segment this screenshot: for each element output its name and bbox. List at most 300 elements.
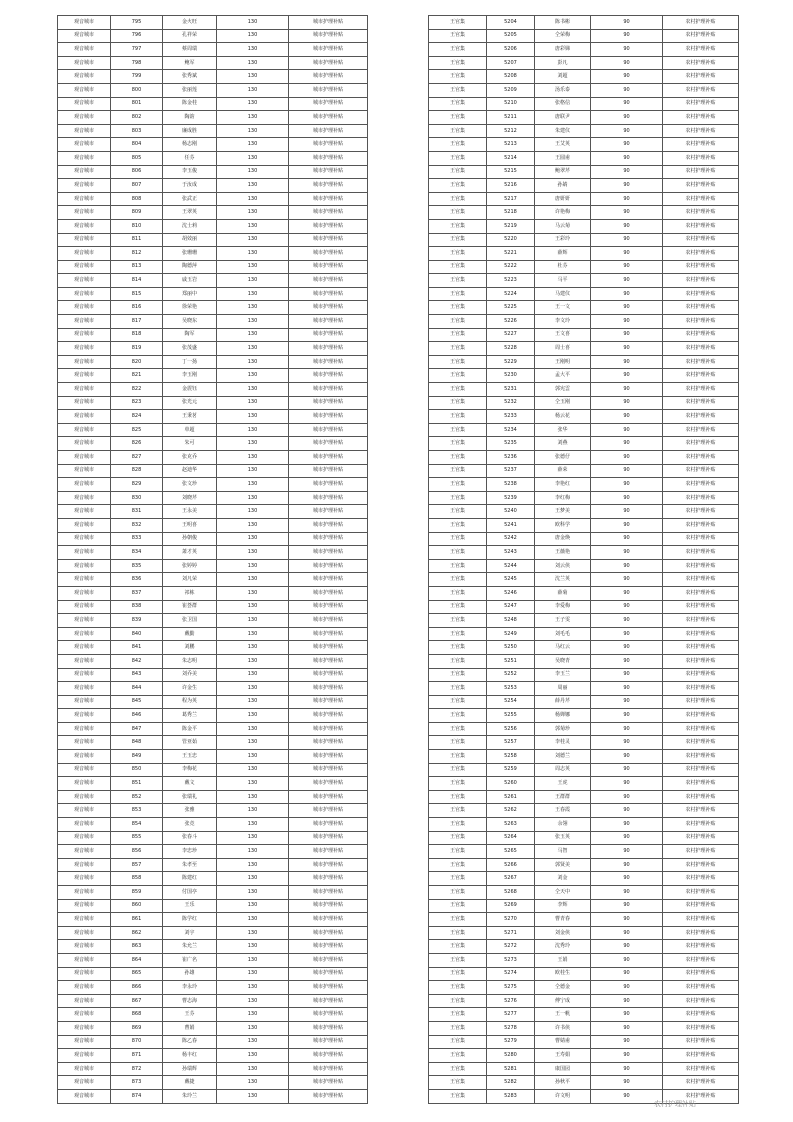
amount-cell: 130 <box>217 736 289 750</box>
name-cell: 王彩玲 <box>535 233 591 247</box>
amount-cell: 130 <box>217 994 289 1008</box>
category-cell: 城市护理补贴 <box>289 192 368 206</box>
serial-cell: 5228 <box>487 342 535 356</box>
district-cell: 王官集 <box>429 858 487 872</box>
serial-cell: 5208 <box>487 70 535 84</box>
category-cell: 农村护理补贴 <box>663 641 739 655</box>
table-row <box>58 940 368 954</box>
name-cell: 欧科学 <box>535 518 591 532</box>
serial-cell: 5244 <box>487 559 535 573</box>
table-row <box>429 722 739 736</box>
serial-cell: 5278 <box>487 1021 535 1035</box>
table-row <box>429 641 739 655</box>
table-row <box>58 396 368 410</box>
serial-cell: 5271 <box>487 926 535 940</box>
category-cell: 农村护理补贴 <box>663 124 739 138</box>
table-row <box>429 654 739 668</box>
serial-cell: 810 <box>111 219 163 233</box>
serial-cell: 5224 <box>487 287 535 301</box>
district-cell: 王官集 <box>429 994 487 1008</box>
amount-cell: 90 <box>591 913 663 927</box>
serial-cell: 847 <box>111 722 163 736</box>
district-cell: 王官集 <box>429 750 487 764</box>
district-cell: 观音城市 <box>58 396 111 410</box>
amount-cell: 130 <box>217 614 289 628</box>
table-row <box>58 464 368 478</box>
district-cell: 观音城市 <box>58 940 111 954</box>
district-cell: 王官集 <box>429 1062 487 1076</box>
serial-cell: 5211 <box>487 111 535 125</box>
category-cell: 城市护理补贴 <box>289 505 368 519</box>
district-cell: 王官集 <box>429 464 487 478</box>
serial-cell: 5238 <box>487 478 535 492</box>
serial-cell: 5273 <box>487 953 535 967</box>
category-cell: 城市护理补贴 <box>289 43 368 57</box>
district-cell: 王官集 <box>429 369 487 383</box>
amount-cell: 90 <box>591 219 663 233</box>
serial-cell: 869 <box>111 1021 163 1035</box>
name-cell: 郭宪雲 <box>535 383 591 397</box>
table-row <box>58 423 368 437</box>
district-cell: 观音城市 <box>58 614 111 628</box>
table-row <box>429 219 739 233</box>
table-row <box>429 600 739 614</box>
amount-cell: 90 <box>591 654 663 668</box>
watermark: 农村护理补贴 <box>654 1100 696 1108</box>
table-row <box>58 750 368 764</box>
name-cell: 王梦美 <box>535 505 591 519</box>
category-cell: 农村护理补贴 <box>663 1076 739 1090</box>
amount-cell: 90 <box>591 559 663 573</box>
table-row <box>429 886 739 900</box>
table-row <box>429 614 739 628</box>
serial-cell: 5233 <box>487 410 535 424</box>
amount-cell: 90 <box>591 179 663 193</box>
category-cell: 农村护理补贴 <box>663 383 739 397</box>
amount-cell: 90 <box>591 287 663 301</box>
table-row <box>58 981 368 995</box>
category-cell: 城市护理补贴 <box>289 287 368 301</box>
amount-cell: 90 <box>591 1021 663 1035</box>
district-cell: 王官集 <box>429 695 487 709</box>
serial-cell: 824 <box>111 410 163 424</box>
category-cell: 农村护理补贴 <box>663 451 739 465</box>
name-cell: 刘德兰 <box>535 750 591 764</box>
name-cell: 仝德金 <box>535 981 591 995</box>
table-row <box>58 695 368 709</box>
serial-cell: 813 <box>111 260 163 274</box>
serial-cell: 865 <box>111 967 163 981</box>
name-cell: 陈书彬 <box>535 16 591 30</box>
serial-cell: 874 <box>111 1089 163 1103</box>
name-cell: 刘云侠 <box>535 559 591 573</box>
category-cell: 农村护理补贴 <box>663 831 739 845</box>
table-row <box>58 818 368 832</box>
table-row <box>429 43 739 57</box>
serial-cell: 5205 <box>487 29 535 43</box>
category-cell: 农村护理补贴 <box>663 709 739 723</box>
amount-cell: 90 <box>591 1076 663 1090</box>
amount-cell: 90 <box>591 165 663 179</box>
category-cell: 农村护理补贴 <box>663 600 739 614</box>
serial-cell: 850 <box>111 763 163 777</box>
category-cell: 城市护理补贴 <box>289 410 368 424</box>
table-row <box>58 1062 368 1076</box>
serial-cell: 864 <box>111 953 163 967</box>
amount-cell: 90 <box>591 437 663 451</box>
category-cell: 农村护理补贴 <box>663 981 739 995</box>
table-row <box>58 790 368 804</box>
district-cell: 王官集 <box>429 423 487 437</box>
name-cell: 陶德萍 <box>163 260 217 274</box>
table-row <box>429 396 739 410</box>
name-cell: 欧桂生 <box>535 967 591 981</box>
serial-cell: 5221 <box>487 247 535 261</box>
category-cell: 城市护理补贴 <box>289 396 368 410</box>
table-row <box>429 790 739 804</box>
category-cell: 农村护理补贴 <box>663 777 739 791</box>
serial-cell: 807 <box>111 179 163 193</box>
serial-cell: 5207 <box>487 56 535 70</box>
table-row <box>58 1021 368 1035</box>
serial-cell: 815 <box>111 287 163 301</box>
amount-cell: 130 <box>217 478 289 492</box>
district-cell: 观音城市 <box>58 437 111 451</box>
amount-cell: 130 <box>217 1008 289 1022</box>
table-row <box>429 83 739 97</box>
serial-cell: 5276 <box>487 994 535 1008</box>
district-cell: 王官集 <box>429 600 487 614</box>
serial-cell: 5277 <box>487 1008 535 1022</box>
category-cell: 城市护理补贴 <box>289 641 368 655</box>
district-cell: 王官集 <box>429 505 487 519</box>
name-cell: 李辉 <box>535 899 591 913</box>
amount-cell: 130 <box>217 274 289 288</box>
name-cell: 彭凡 <box>535 56 591 70</box>
amount-cell: 130 <box>217 953 289 967</box>
category-cell: 农村护理补贴 <box>663 532 739 546</box>
category-cell: 城市护理补贴 <box>289 818 368 832</box>
amount-cell: 90 <box>591 43 663 57</box>
table-row <box>58 478 368 492</box>
district-cell: 观音城市 <box>58 342 111 356</box>
district-cell: 观音城市 <box>58 83 111 97</box>
category-cell: 农村护理补贴 <box>663 967 739 981</box>
district-cell: 观音城市 <box>58 518 111 532</box>
category-cell: 城市护理补贴 <box>289 219 368 233</box>
category-cell: 城市护理补贴 <box>289 804 368 818</box>
district-cell: 观音城市 <box>58 886 111 900</box>
amount-cell: 90 <box>591 260 663 274</box>
serial-cell: 854 <box>111 818 163 832</box>
district-cell: 王官集 <box>429 926 487 940</box>
amount-cell: 130 <box>217 260 289 274</box>
serial-cell: 858 <box>111 872 163 886</box>
serial-cell: 5229 <box>487 355 535 369</box>
name-cell: 杨丰红 <box>163 1049 217 1063</box>
serial-cell: 5274 <box>487 967 535 981</box>
amount-cell: 130 <box>217 777 289 791</box>
amount-cell: 90 <box>591 600 663 614</box>
name-cell: 许艳梅 <box>535 206 591 220</box>
district-cell: 观音城市 <box>58 206 111 220</box>
amount-cell: 130 <box>217 43 289 57</box>
table-row <box>58 124 368 138</box>
name-cell: 张雅 <box>163 804 217 818</box>
district-cell: 王官集 <box>429 627 487 641</box>
amount-cell: 90 <box>591 423 663 437</box>
table-row <box>429 56 739 70</box>
table-row <box>58 165 368 179</box>
serial-cell: 797 <box>111 43 163 57</box>
table-row <box>429 505 739 519</box>
amount-cell: 90 <box>591 790 663 804</box>
amount-cell: 90 <box>591 614 663 628</box>
table-row <box>429 1076 739 1090</box>
category-cell: 城市护理补贴 <box>289 940 368 954</box>
table-row <box>58 899 368 913</box>
name-cell: 王一文 <box>535 301 591 315</box>
category-cell: 城市护理补贴 <box>289 926 368 940</box>
category-cell: 农村护理补贴 <box>663 179 739 193</box>
name-cell: 张华 <box>535 423 591 437</box>
table-row <box>429 233 739 247</box>
amount-cell: 90 <box>591 872 663 886</box>
category-cell: 农村护理补贴 <box>663 573 739 587</box>
amount-cell: 90 <box>591 1008 663 1022</box>
district-cell: 王官集 <box>429 97 487 111</box>
serial-cell: 856 <box>111 845 163 859</box>
amount-cell: 130 <box>217 940 289 954</box>
serial-cell: 5253 <box>487 682 535 696</box>
serial-cell: 826 <box>111 437 163 451</box>
name-cell: 沈士莉 <box>163 219 217 233</box>
serial-cell: 799 <box>111 70 163 84</box>
table-row <box>429 301 739 315</box>
table-row <box>429 967 739 981</box>
amount-cell: 130 <box>217 247 289 261</box>
category-cell: 城市护理补贴 <box>289 342 368 356</box>
table-row <box>58 83 368 97</box>
district-cell: 观音城市 <box>58 451 111 465</box>
name-cell: 刘鹏 <box>163 641 217 655</box>
name-cell: 张丽莲 <box>163 83 217 97</box>
serial-cell: 5227 <box>487 328 535 342</box>
serial-cell: 5215 <box>487 165 535 179</box>
category-cell: 农村护理补贴 <box>663 491 739 505</box>
table-row <box>58 858 368 872</box>
district-cell: 观音城市 <box>58 1021 111 1035</box>
category-cell: 农村护理补贴 <box>663 654 739 668</box>
name-cell: 郭贤美 <box>535 858 591 872</box>
serial-cell: 848 <box>111 736 163 750</box>
name-cell: 吴晓青 <box>535 654 591 668</box>
serial-cell: 852 <box>111 790 163 804</box>
amount-cell: 90 <box>591 899 663 913</box>
category-cell: 城市护理补贴 <box>289 763 368 777</box>
table-row <box>58 151 368 165</box>
category-cell: 城市护理补贴 <box>289 695 368 709</box>
category-cell: 城市护理补贴 <box>289 1062 368 1076</box>
serial-cell: 846 <box>111 709 163 723</box>
table-row <box>429 953 739 967</box>
category-cell: 农村护理补贴 <box>663 138 739 152</box>
name-cell: 丁一扬 <box>163 355 217 369</box>
amount-cell: 90 <box>591 682 663 696</box>
district-cell: 观音城市 <box>58 981 111 995</box>
district-cell: 王官集 <box>429 1076 487 1090</box>
table-row <box>429 750 739 764</box>
district-cell: 王官集 <box>429 641 487 655</box>
category-cell: 城市护理补贴 <box>289 423 368 437</box>
serial-cell: 805 <box>111 151 163 165</box>
name-cell: 张武正 <box>163 192 217 206</box>
amount-cell: 90 <box>591 668 663 682</box>
name-cell: 杜芬 <box>535 260 591 274</box>
district-cell: 观音城市 <box>58 260 111 274</box>
category-cell: 农村护理补贴 <box>663 274 739 288</box>
table-row <box>58 315 368 329</box>
name-cell: 李梅花 <box>163 763 217 777</box>
name-cell: 刘毛毛 <box>535 627 591 641</box>
amount-cell: 90 <box>591 858 663 872</box>
amount-cell: 130 <box>217 845 289 859</box>
serial-cell: 840 <box>111 627 163 641</box>
district-cell: 观音城市 <box>58 219 111 233</box>
amount-cell: 90 <box>591 369 663 383</box>
name-cell: 朱孝至 <box>163 858 217 872</box>
district-cell: 观音城市 <box>58 124 111 138</box>
category-cell: 农村护理补贴 <box>663 83 739 97</box>
district-cell: 王官集 <box>429 559 487 573</box>
district-cell: 王官集 <box>429 518 487 532</box>
district-cell: 观音城市 <box>58 478 111 492</box>
amount-cell: 90 <box>591 722 663 736</box>
serial-cell: 5256 <box>487 722 535 736</box>
serial-cell: 5209 <box>487 83 535 97</box>
amount-cell: 130 <box>217 559 289 573</box>
category-cell: 城市护理补贴 <box>289 124 368 138</box>
district-cell: 王官集 <box>429 192 487 206</box>
category-cell: 农村护理补贴 <box>663 29 739 43</box>
district-cell: 观音城市 <box>58 70 111 84</box>
table-row <box>429 899 739 913</box>
district-cell: 观音城市 <box>58 97 111 111</box>
table-row <box>58 709 368 723</box>
district-cell: 观音城市 <box>58 111 111 125</box>
name-cell: 崔广名 <box>163 953 217 967</box>
amount-cell: 130 <box>217 124 289 138</box>
name-cell: 杨志刚 <box>163 138 217 152</box>
category-cell: 城市护理补贴 <box>289 614 368 628</box>
district-cell: 观音城市 <box>58 383 111 397</box>
amount-cell: 90 <box>591 491 663 505</box>
category-cell: 城市护理补贴 <box>289 899 368 913</box>
name-cell: 王子雯 <box>535 614 591 628</box>
table-row <box>429 573 739 587</box>
table-row <box>429 627 739 641</box>
table-row <box>429 546 739 560</box>
amount-cell: 90 <box>591 505 663 519</box>
amount-cell: 90 <box>591 1062 663 1076</box>
table-row <box>429 16 739 30</box>
table-row <box>58 886 368 900</box>
amount-cell: 130 <box>217 165 289 179</box>
table-row <box>429 97 739 111</box>
amount-cell: 90 <box>591 396 663 410</box>
table-row <box>429 423 739 437</box>
category-cell: 城市护理补贴 <box>289 627 368 641</box>
name-cell: 李桂灵 <box>535 736 591 750</box>
category-cell: 农村护理补贴 <box>663 682 739 696</box>
amount-cell: 90 <box>591 451 663 465</box>
serial-cell: 820 <box>111 355 163 369</box>
amount-cell: 130 <box>217 858 289 872</box>
table-row <box>58 16 368 30</box>
name-cell: 王寿娟 <box>535 1049 591 1063</box>
serial-cell: 5237 <box>487 464 535 478</box>
table-row <box>58 43 368 57</box>
district-cell: 观音城市 <box>58 247 111 261</box>
category-cell: 城市护理补贴 <box>289 668 368 682</box>
name-cell: 刘超 <box>535 70 591 84</box>
name-cell: 葛秀兰 <box>163 709 217 723</box>
name-cell: 马智 <box>535 845 591 859</box>
amount-cell: 130 <box>217 1035 289 1049</box>
category-cell: 城市护理补贴 <box>289 573 368 587</box>
name-cell: 单超 <box>163 423 217 437</box>
amount-cell: 90 <box>591 274 663 288</box>
amount-cell: 130 <box>217 464 289 478</box>
table-row <box>58 518 368 532</box>
category-cell: 城市护理补贴 <box>289 722 368 736</box>
amount-cell: 130 <box>217 913 289 927</box>
name-cell: 陈乙春 <box>163 1035 217 1049</box>
amount-cell: 130 <box>217 1062 289 1076</box>
serial-cell: 5230 <box>487 369 535 383</box>
serial-cell: 842 <box>111 654 163 668</box>
serial-cell: 849 <box>111 750 163 764</box>
district-cell: 观音城市 <box>58 600 111 614</box>
category-cell: 城市护理补贴 <box>289 654 368 668</box>
category-cell: 农村护理补贴 <box>663 342 739 356</box>
name-cell: 王玉忠 <box>163 750 217 764</box>
right-table-body <box>429 16 739 1104</box>
serial-cell: 5255 <box>487 709 535 723</box>
amount-cell: 130 <box>217 29 289 43</box>
category-cell: 城市护理补贴 <box>289 383 368 397</box>
table-row <box>429 777 739 791</box>
amount-cell: 130 <box>217 315 289 329</box>
table-row <box>58 1035 368 1049</box>
serial-cell: 816 <box>111 301 163 315</box>
category-cell: 农村护理补贴 <box>663 260 739 274</box>
name-cell: 沈兰英 <box>535 573 591 587</box>
amount-cell: 130 <box>217 722 289 736</box>
serial-cell: 801 <box>111 97 163 111</box>
table-row <box>58 641 368 655</box>
name-cell: 王薇艳 <box>535 546 591 560</box>
district-cell: 王官集 <box>429 532 487 546</box>
table-row <box>58 274 368 288</box>
category-cell: 农村护理补贴 <box>663 56 739 70</box>
amount-cell: 130 <box>217 573 289 587</box>
serial-cell: 823 <box>111 396 163 410</box>
name-cell: 崔荟群 <box>163 600 217 614</box>
category-cell: 城市护理补贴 <box>289 464 368 478</box>
serial-cell: 5236 <box>487 451 535 465</box>
serial-cell: 795 <box>111 16 163 30</box>
